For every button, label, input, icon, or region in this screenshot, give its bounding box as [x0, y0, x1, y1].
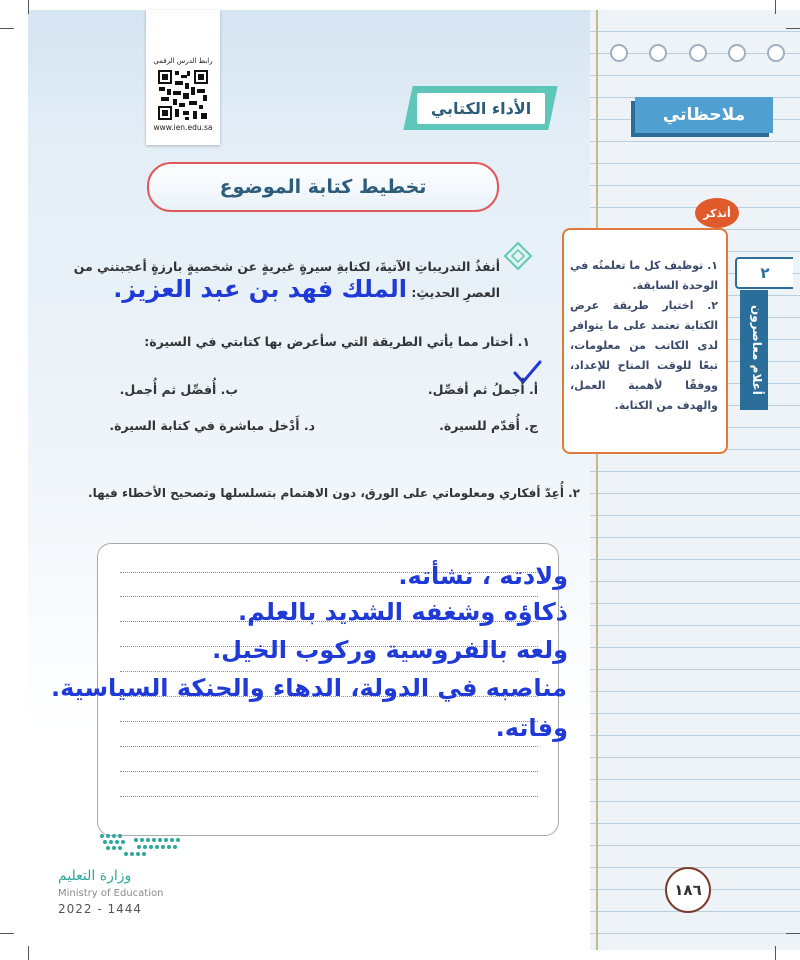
- handwritten-line[interactable]: ولادته ، نشأته.: [398, 562, 568, 590]
- crop-mark: [786, 933, 800, 934]
- intro-line1: أنفذُ التدريباتِ الآتيةَ، لكتابةِ سيرةٍ غيريةٍ عن شخصيةٍ بارزةٍ أعجبتني من: [73, 259, 500, 274]
- qr-url[interactable]: www.ien.edu.sa: [153, 123, 213, 132]
- option-c[interactable]: ج. أُقدّم للسيرة.: [439, 418, 538, 433]
- ministry-name-en: Ministry of Education: [58, 888, 164, 899]
- page-title: تخطيط كتابة الموضوع: [147, 162, 499, 212]
- ministry-name-ar: وزارة التعليم: [58, 868, 132, 884]
- remember-badge: أتذكر: [695, 198, 739, 228]
- handwritten-line[interactable]: مناصبه في الدولة، الدهاء والحنكة السياسية.: [50, 674, 567, 702]
- unit-title: أعلام معاصرون: [750, 305, 764, 395]
- remember-text: [570, 256, 718, 416]
- unit-number: ٢: [735, 257, 793, 289]
- writing-line: [120, 671, 538, 672]
- writing-line: [120, 771, 538, 772]
- crop-mark: [775, 0, 776, 14]
- handwritten-line[interactable]: ولعه بالفروسية وركوب الخيل.: [212, 636, 568, 664]
- ministry-logo-icon: [96, 830, 196, 860]
- notebook-holes: [610, 44, 785, 62]
- question-1: ١. أختار مما يأتي الطريقة التي سأعرض بها كتابتي في السيرة:: [144, 334, 530, 349]
- exercise-intro: [60, 256, 500, 304]
- intro-line2: العصرِ الحديثِ:: [411, 285, 500, 300]
- column-divider: [596, 10, 598, 950]
- option-a[interactable]: أ. أُجملُ ثم أفصِّل.: [427, 382, 538, 397]
- hole: [649, 44, 667, 62]
- notes-column: [590, 10, 800, 950]
- crop-mark: [28, 0, 29, 14]
- crop-mark: [786, 28, 800, 29]
- remember-point-1: ١. توظيف كل ما تعلمتُه في الوحدة السابقة.: [570, 259, 718, 292]
- option-d[interactable]: د. أَدْخل مباشرة في كتابة السيرة.: [109, 418, 315, 433]
- my-notes-label: ملاحظاتي: [635, 97, 773, 133]
- handwritten-line[interactable]: ذكاؤه وشغفه الشديد بالعلم.: [237, 598, 568, 626]
- hole: [767, 44, 785, 62]
- qr-code-icon[interactable]: [157, 69, 209, 121]
- handwritten-person-answer[interactable]: الملك فهد بن عبد العزيز.: [113, 275, 408, 303]
- hole: [689, 44, 707, 62]
- writing-line: [120, 796, 538, 797]
- page-number: ١٨٦: [665, 867, 711, 913]
- section-tag: الأداء الكتابي: [417, 93, 545, 124]
- writing-line: [120, 746, 538, 747]
- writing-line: [120, 596, 538, 597]
- edition-year: 2022 - 1444: [58, 902, 143, 916]
- option-b[interactable]: ب. أُفصِّل ثم أُجمل.: [119, 382, 238, 397]
- qr-label: رابط الدرس الرقمي: [153, 57, 213, 65]
- intro-line2-wrap: [60, 275, 500, 304]
- crop-mark: [775, 946, 776, 960]
- crop-mark: [0, 28, 14, 29]
- question-2: ٢. أُعِدّ أفكاري ومعلوماتي على الورق، دون الاهتمام بتسلسلها وتصحيح الأخطاء فيها.: [88, 486, 580, 500]
- writing-line: [120, 721, 538, 722]
- exercise-icon: [503, 241, 533, 271]
- hole: [728, 44, 746, 62]
- crop-mark: [28, 946, 29, 960]
- qr-card[interactable]: [146, 10, 220, 145]
- hole: [610, 44, 628, 62]
- crop-mark: [0, 933, 14, 934]
- remember-point-2: ٢. اختيار طريقة عرض الكتابة تعتمد على ما يتوافر لدى الكاتب من معلومات، تبعًا للوقت المتاح للإعداد، ووفقًا لأهمية العمل، والهدف من الكتابة.: [570, 299, 718, 412]
- handwritten-line[interactable]: وفاته.: [495, 714, 568, 742]
